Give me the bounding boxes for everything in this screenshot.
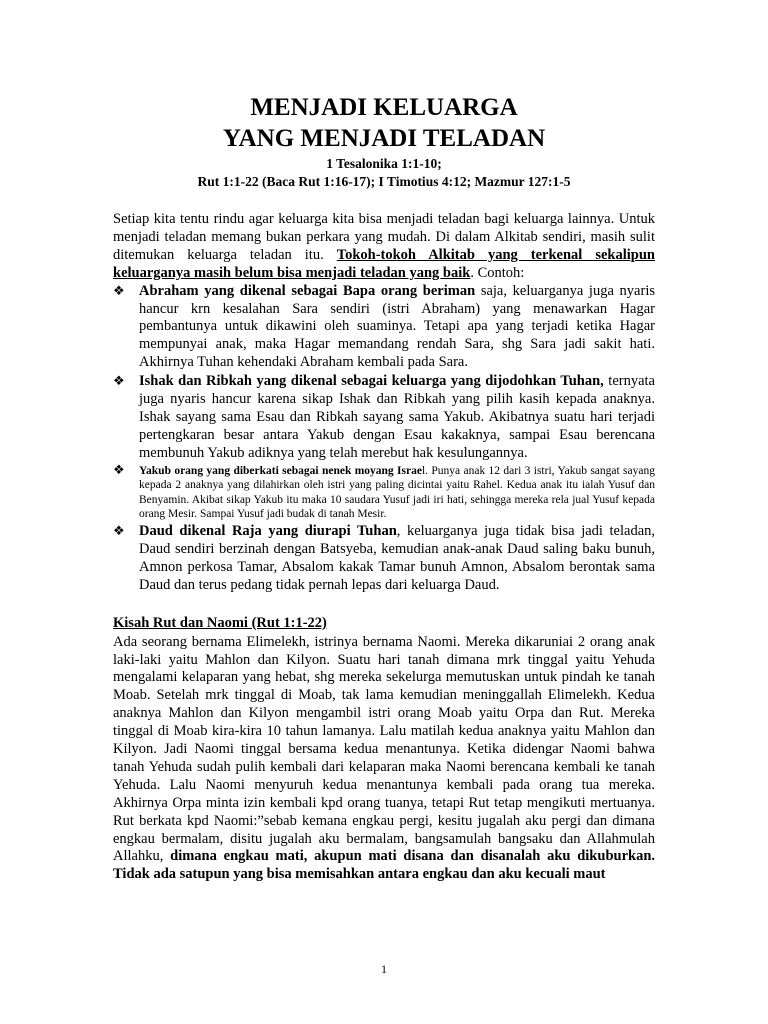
scripture-reference-2: Rut 1:1-22 (Baca Rut 1:16-17); I Timotius 4:12; Mazmur 127:1-5 [197, 174, 571, 189]
intro-suffix: . Contoh: [470, 264, 525, 281]
example-text: saja, keluarganya juga nyaris hancur krn kesalahan Sara sendiri (istri Abraham) yang menawarkan Hagar pembantunya untuk dikawini oleh suaminya. Tetapi apa yang terjadi ketika Hagar mempunyai anak, maka Hagar memandang rendah Sara, shg Sara jadi sakit hati. Akhirnya Tuhan kehendaki Abraham kembali pada Sara. [139, 282, 655, 371]
intro-paragraph [113, 211, 655, 283]
examples-list [113, 283, 655, 595]
example-lead: Ishak dan Ribkah yang dikenal sebagai keluarga yang dijodohkan Tuhan, [139, 373, 604, 390]
section-heading: Kisah Rut dan Naomi (Rut 1:1-22) [113, 614, 327, 631]
document-page [113, 92, 655, 884]
diamond-bullet-icon: ❖ [113, 374, 125, 390]
title-line-2: YANG MENJADI TELADAN [222, 125, 546, 152]
example-text: , keluarganya juga tidak bisa jadi teladan, Daud sendiri berzinah dengan Batsyeba, kemudian anak-anak Daud saling baku bunuh, Amnon perkosa Tamar, Absalom kakak Tamar bunuh Amnon, Absalom berontak sama Daud dan terus pedang tidak pernah lepas dari keluarga Daud. [139, 523, 656, 593]
list-item [113, 373, 655, 463]
section-text: Ada seorang bernama Elimelekh, istrinya bernama Naomi. Mereka dikaruniai 2 orang anak laki-laki yaitu Mahlon dan Kilyon. Suatu hari tanah dimana mrk tinggal yaitu Yehuda mengalami kelaparan yang hebat, shg mereka sekelurga memutuskan untuk pindah ke tanah Moab. Setelah mrk tinggal di Moab, tak lama kemudian meninggallah Elimelekh. Kedua anaknya Mahlon dan Kilyon mengambil istri orang Moab yaitu Orpa dan Rut. Mereka tinggal di Moab kira-kira 10 tahun lamanya. Lalu matilah kedua anaknya yaitu Mahlon dan Kilyon. Jadi Naomi tinggal bersama kedua menantunya. Ketika didengar Naomi bahwa tanah Yehuda sudah pulih kembali dari kelaparan maka Naomi berencana kembali ke tanah Yehuda. Lalu Naomi menyuruh kedua menantunya kembali pada orang tua mereka. Akhirnya Orpa minta izin kembali kpd orang tuanya, tetapi Rut tetap mengikuti mertuanya. Rut berkata kpd Naomi:”sebab kemana engkau pergi, kesitu jugalah aku pergi dan dimana engkau bermalam, disitu jugalah aku bermalam, bangsamulah bangsaku dan Allahmulah Allahku, [113, 633, 655, 865]
diamond-bullet-icon: ❖ [113, 283, 125, 299]
example-lead: Yakub orang yang diberkati sebagai nenek moyang Israe [139, 464, 422, 477]
page-number: 1 [381, 962, 387, 976]
diamond-bullet-icon: ❖ [113, 462, 125, 478]
example-lead: Abraham yang dikenal sebagai Bapa orang beriman [139, 282, 476, 299]
example-text: ternyata juga nyaris hancur karena sikap Ishak dan Ribkah yang pilih kasih kepada anaknya. Ishak sayang sama Esau dan Ribkah sayang sama Yakub. Akibatnya suatu hari terjadi pertengkaran besar antara Yakub dengan Esau kakaknya, sampai Esau berencana membunuh Yakub adiknya yang telah merebut hak kesulungannya. [139, 373, 655, 461]
list-item [113, 523, 655, 595]
section-paragraph [113, 634, 655, 885]
diamond-bullet-icon: ❖ [113, 524, 125, 540]
scripture-reference-1: 1 Tesalonika 1:1-10; [326, 156, 442, 171]
list-item [113, 283, 655, 373]
title-line-1: MENJADI KELUARGA [250, 94, 518, 121]
list-item [113, 464, 655, 522]
example-lead: Daud dikenal Raja yang diurapi Tuhan [139, 523, 397, 540]
example-text: l. Punya anak 12 dari 3 istri, Yakub sangat sayang kepada 2 anaknya yang dilahirkan oleh istri yang paling dicintai yaitu Rahel. Kedua anak itu ialah Yusuf dan Benyamin. Akibat sikap Yakub itu maka 10 saudara Yusuf jadi iri hati, sehingga mereka rela jual Yusuf kepada orang Mesir. Sampai Yusuf jadi budak di tanah Mesir. [139, 464, 655, 521]
intro-text: Setiap kita tentu rindu agar keluarga kita bisa menjadi teladan bagi keluarga lainnya. Untuk menjadi teladan memang bukan perkara yang mudah. Di dalam Alkitab sendiri, masih sulit ditemukan keluarga teladan itu. [113, 211, 655, 263]
intro-emphasis: Tokoh-tokoh Alkitab yang terkenal sekalipun keluarganya masih belum bisa menjadi teladan yang baik [113, 246, 655, 281]
section-emphasis: dimana engkau mati, akupun mati disana dan disanalah aku dikuburkan. Tidak ada satupun yang bisa memisahkan antara engkau dan aku kecuali maut [113, 848, 656, 883]
